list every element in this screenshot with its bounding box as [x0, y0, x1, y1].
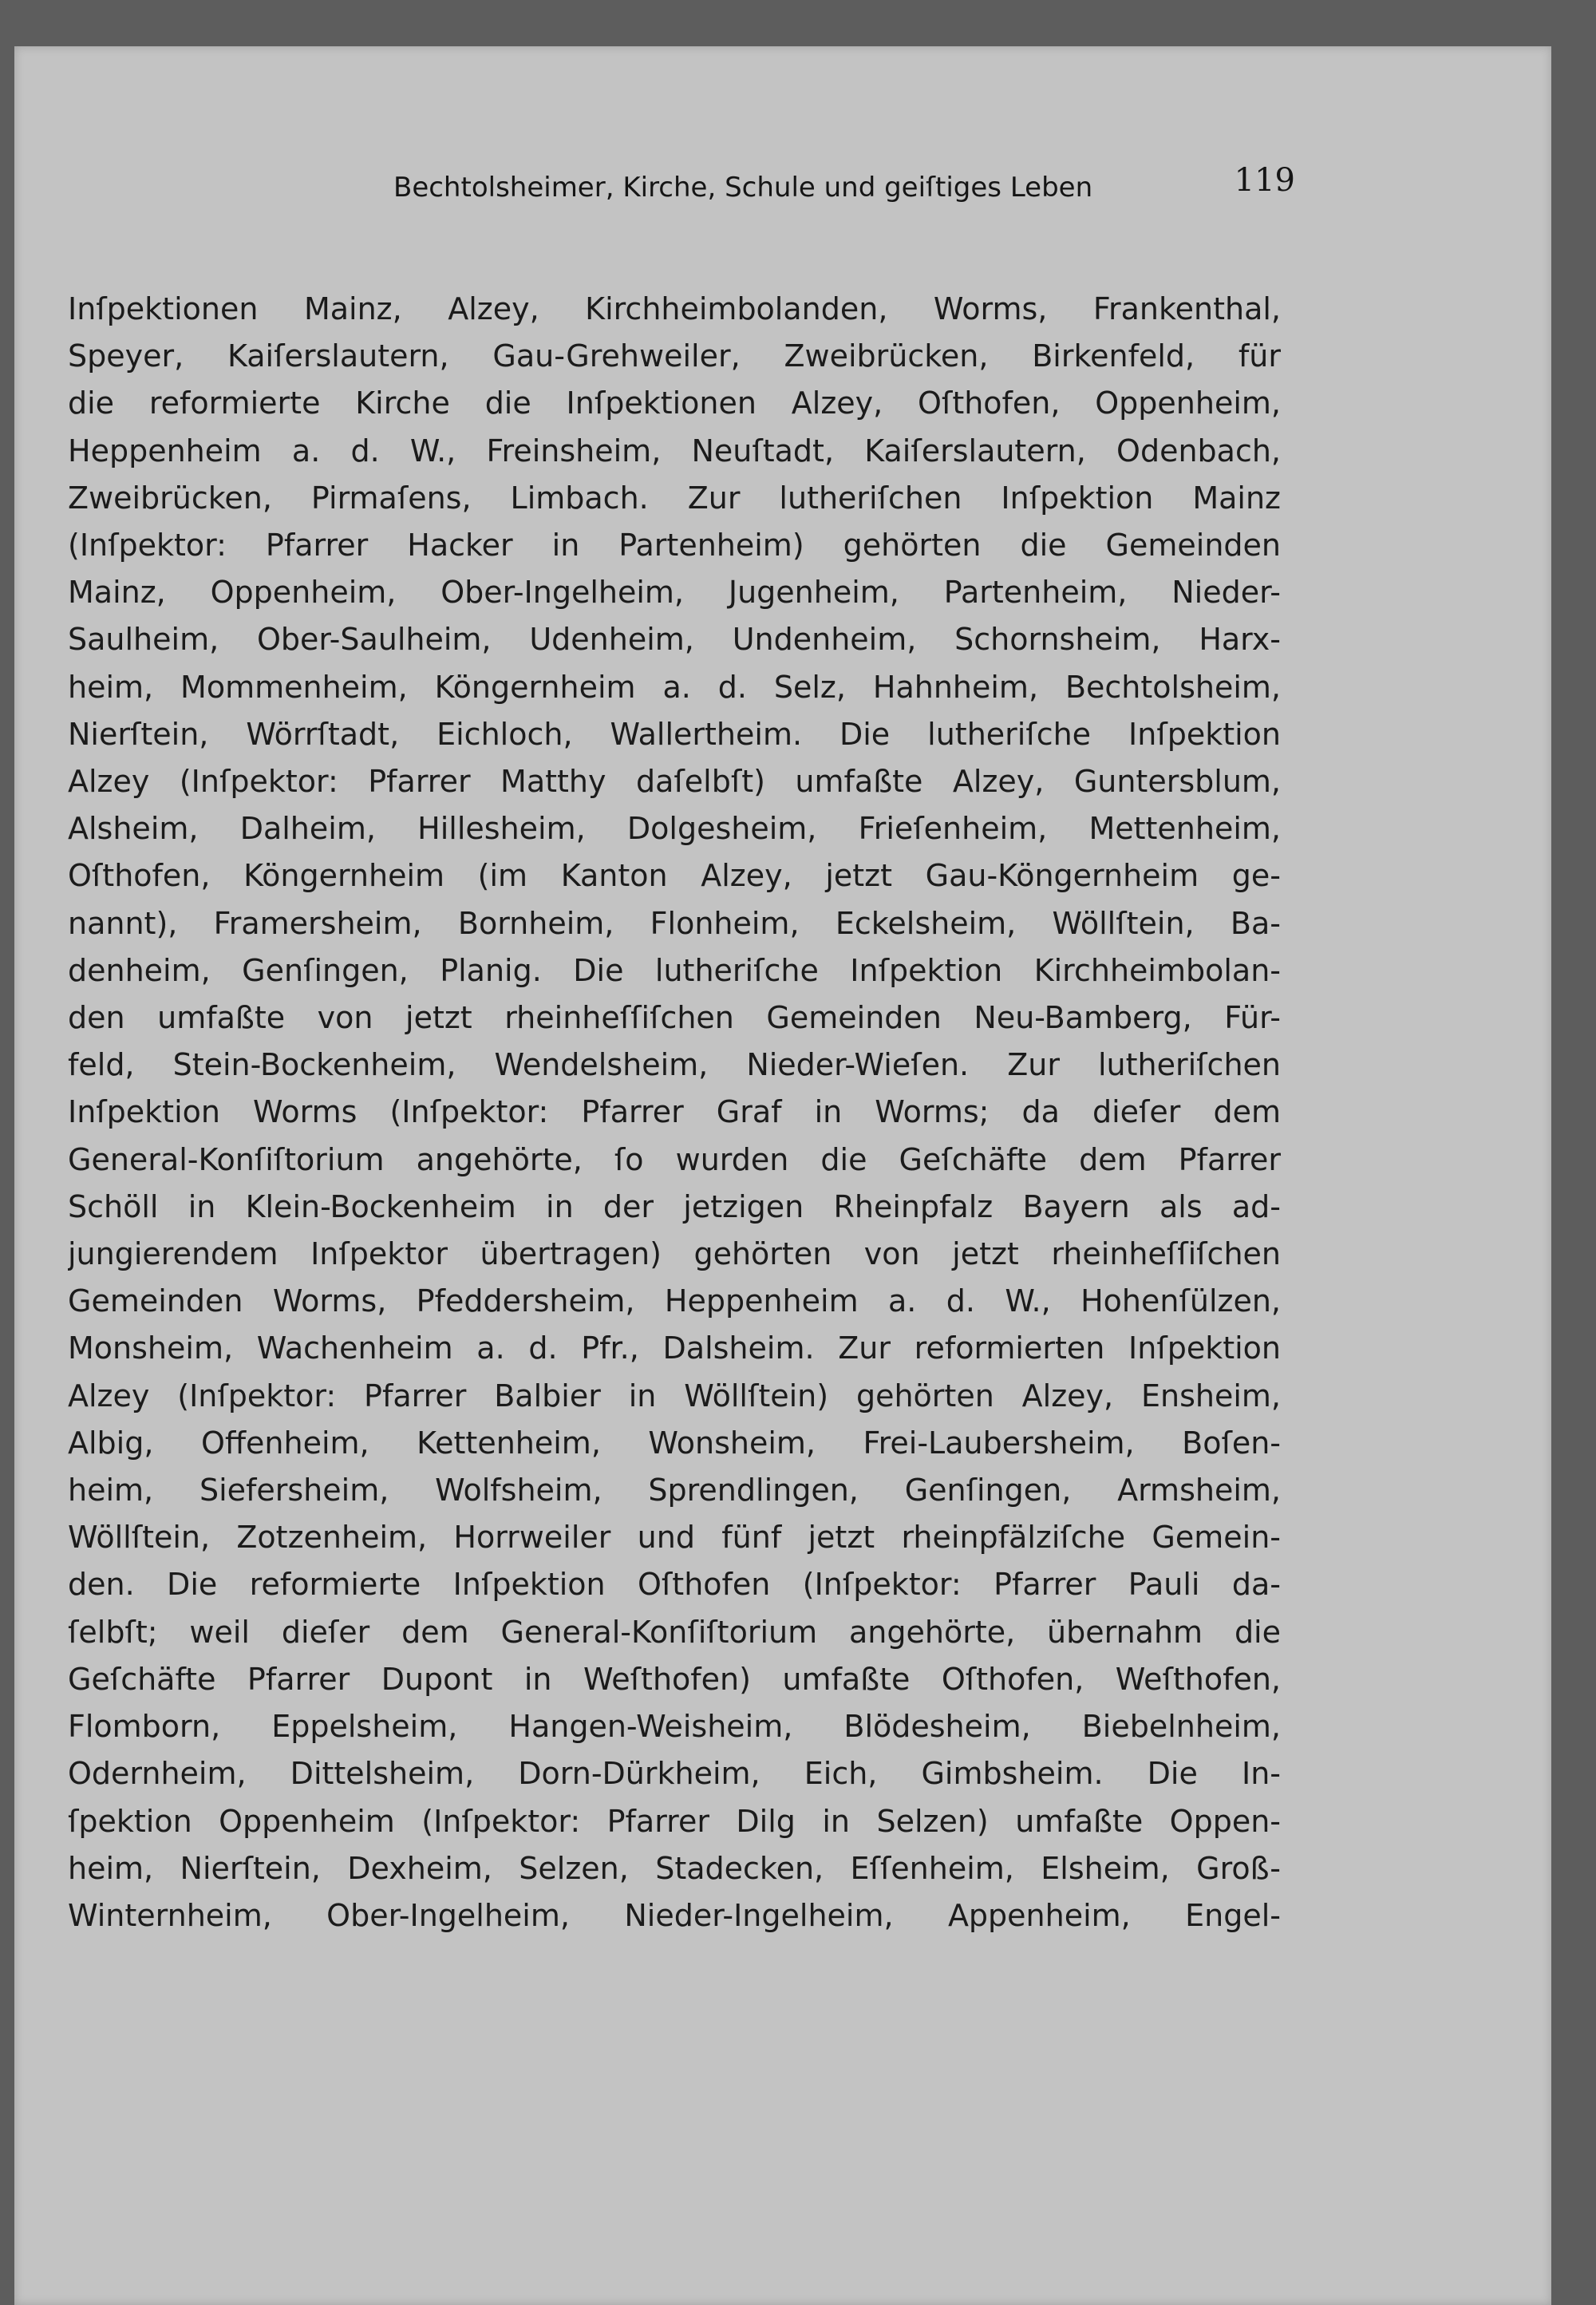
- text-line-1: Inſpektionen Mainz, Alzey, Kirchheimbolanden, Worms, Frankenthal,: [68, 291, 1281, 326]
- text-line-15: denheim, Genſingen, Planig. Die lutheriſche Inſpektion Kirchheimbolan-: [68, 952, 1281, 988]
- text-line-3: die reformierte Kirche die Inſpektionen Alzey, Oſthofen, Oppenheim,: [68, 385, 1281, 421]
- page-number: 119: [1234, 162, 1295, 199]
- text-line-35: Winternheim, Ober-Ingelheim, Nieder-Ingelheim, Appenheim, Engel-: [68, 1897, 1281, 1933]
- text-line-31: Flomborn, Eppelsheim, Hangen-Weisheim, Blödesheim, Biebelnheim,: [68, 1709, 1281, 1745]
- running-title: Bechtolsheimer, Kirche, Schule und geiſtiges Leben: [393, 172, 1093, 204]
- text-line-28: den. Die reformierte Inſpektion Oſthofen (Inſpektor: Pfarrer Pauli da-: [68, 1567, 1281, 1603]
- text-line-32: Odernheim, Dittelsheim, Dorn-Dürkheim, Eich, Gimbsheim. Die In-: [68, 1756, 1281, 1792]
- text-line-26: heim, Siefersheim, Wolfsheim, Sprendlingen, Genſingen, Armsheim,: [68, 1473, 1281, 1508]
- text-line-20: Schöll in Klein-Bockenheim in der jetzigen Rheinpfalz Bayern als ad-: [68, 1188, 1281, 1224]
- text-line-22: Gemeinden Worms, Pfeddersheim, Heppenheim a. d. W., Hohenſülzen,: [68, 1283, 1281, 1319]
- text-line-24: Alzey (Inſpektor: Pfarrer Balbier in Wöllſtein) gehörten Alzey, Ensheim,: [68, 1378, 1281, 1413]
- text-line-14: nannt), Framersheim, Bornheim, Flonheim, Eckelsheim, Wöllſtein, Ba-: [68, 905, 1281, 941]
- text-line-29: ſelbſt; weil dieſer dem General-Konſiſtorium angehörte, übernahm die: [68, 1614, 1281, 1650]
- text-line-19: General-Konſiſtorium angehörte, ſo wurden die Geſchäfte dem Pfarrer: [68, 1141, 1281, 1177]
- text-line-34: heim, Nierſtein, Dexheim, Selzen, Stadecken, Eſſenheim, Elsheim, Groß-: [68, 1850, 1281, 1886]
- book-page: [14, 46, 1551, 2305]
- text-line-12: Alsheim, Dalheim, Hillesheim, Dolgesheim, Frieſenheim, Mettenheim,: [68, 811, 1281, 847]
- text-line-10: Nierſtein, Wörrſtadt, Eichloch, Wallertheim. Die lutheriſche Inſpektion: [68, 716, 1281, 752]
- text-line-9: heim, Mommenheim, Köngernheim a. d. Selz, Hahnheim, Bechtolsheim,: [68, 669, 1281, 705]
- text-line-7: Mainz, Oppenheim, Ober-Ingelheim, Jugenheim, Partenheim, Nieder-: [68, 575, 1281, 611]
- text-line-27: Wöllſtein, Zotzenheim, Horrweiler und fünf jetzt rheinpfälziſche Gemein-: [68, 1520, 1281, 1556]
- text-line-4: Heppenheim a. d. W., Freinsheim, Neuſtadt, Kaiſerslautern, Odenbach,: [68, 433, 1281, 469]
- text-line-33: ſpektion Oppenheim (Inſpektor: Pfarrer Dilg in Selzen) umfaßte Oppen-: [68, 1803, 1281, 1839]
- page-header: [393, 154, 1295, 218]
- text-line-25: Albig, Offenheim, Kettenheim, Wonsheim, Frei-Laubersheim, Boſen-: [68, 1425, 1281, 1461]
- text-line-13: Oſthofen, Köngernheim (im Kanton Alzey, jetzt Gau-Köngernheim ge-: [68, 858, 1281, 894]
- text-line-21: jungierendem Inſpektor übertragen) gehörten von jetzt rheinheſſiſchen: [68, 1236, 1281, 1272]
- text-line-16: den umfaßte von jetzt rheinheſſiſchen Gemeinden Neu-Bamberg, Für-: [68, 1000, 1281, 1036]
- text-line-6: (Inſpektor: Pfarrer Hacker in Partenheim) gehörten die Gemeinden: [68, 528, 1281, 563]
- text-line-18: Inſpektion Worms (Inſpektor: Pfarrer Graf in Worms; da dieſer dem: [68, 1094, 1281, 1130]
- body-text: [68, 286, 1281, 1939]
- text-line-5: Zweibrücken, Pirmaſens, Limbach. Zur lutheriſchen Inſpektion Mainz: [68, 480, 1281, 516]
- text-line-30: Geſchäfte Pfarrer Dupont in Weſthofen) umfaßte Oſthofen, Weſthofen,: [68, 1661, 1281, 1697]
- text-line-8: Saulheim, Ober-Saulheim, Udenheim, Undenheim, Schornsheim, Harx-: [68, 622, 1281, 658]
- text-line-2: Speyer, Kaiſerslautern, Gau-Grehweiler, Zweibrücken, Birkenfeld, für: [68, 338, 1281, 374]
- text-line-11: Alzey (Inſpektor: Pfarrer Matthy daſelbſt) umfaßte Alzey, Guntersblum,: [68, 764, 1281, 800]
- text-line-17: feld, Stein-Bockenheim, Wendelsheim, Nieder-Wieſen. Zur lutheriſchen: [68, 1047, 1281, 1083]
- text-line-23: Monsheim, Wachenheim a. d. Pfr., Dalsheim. Zur reformierten Inſpektion: [68, 1330, 1281, 1366]
